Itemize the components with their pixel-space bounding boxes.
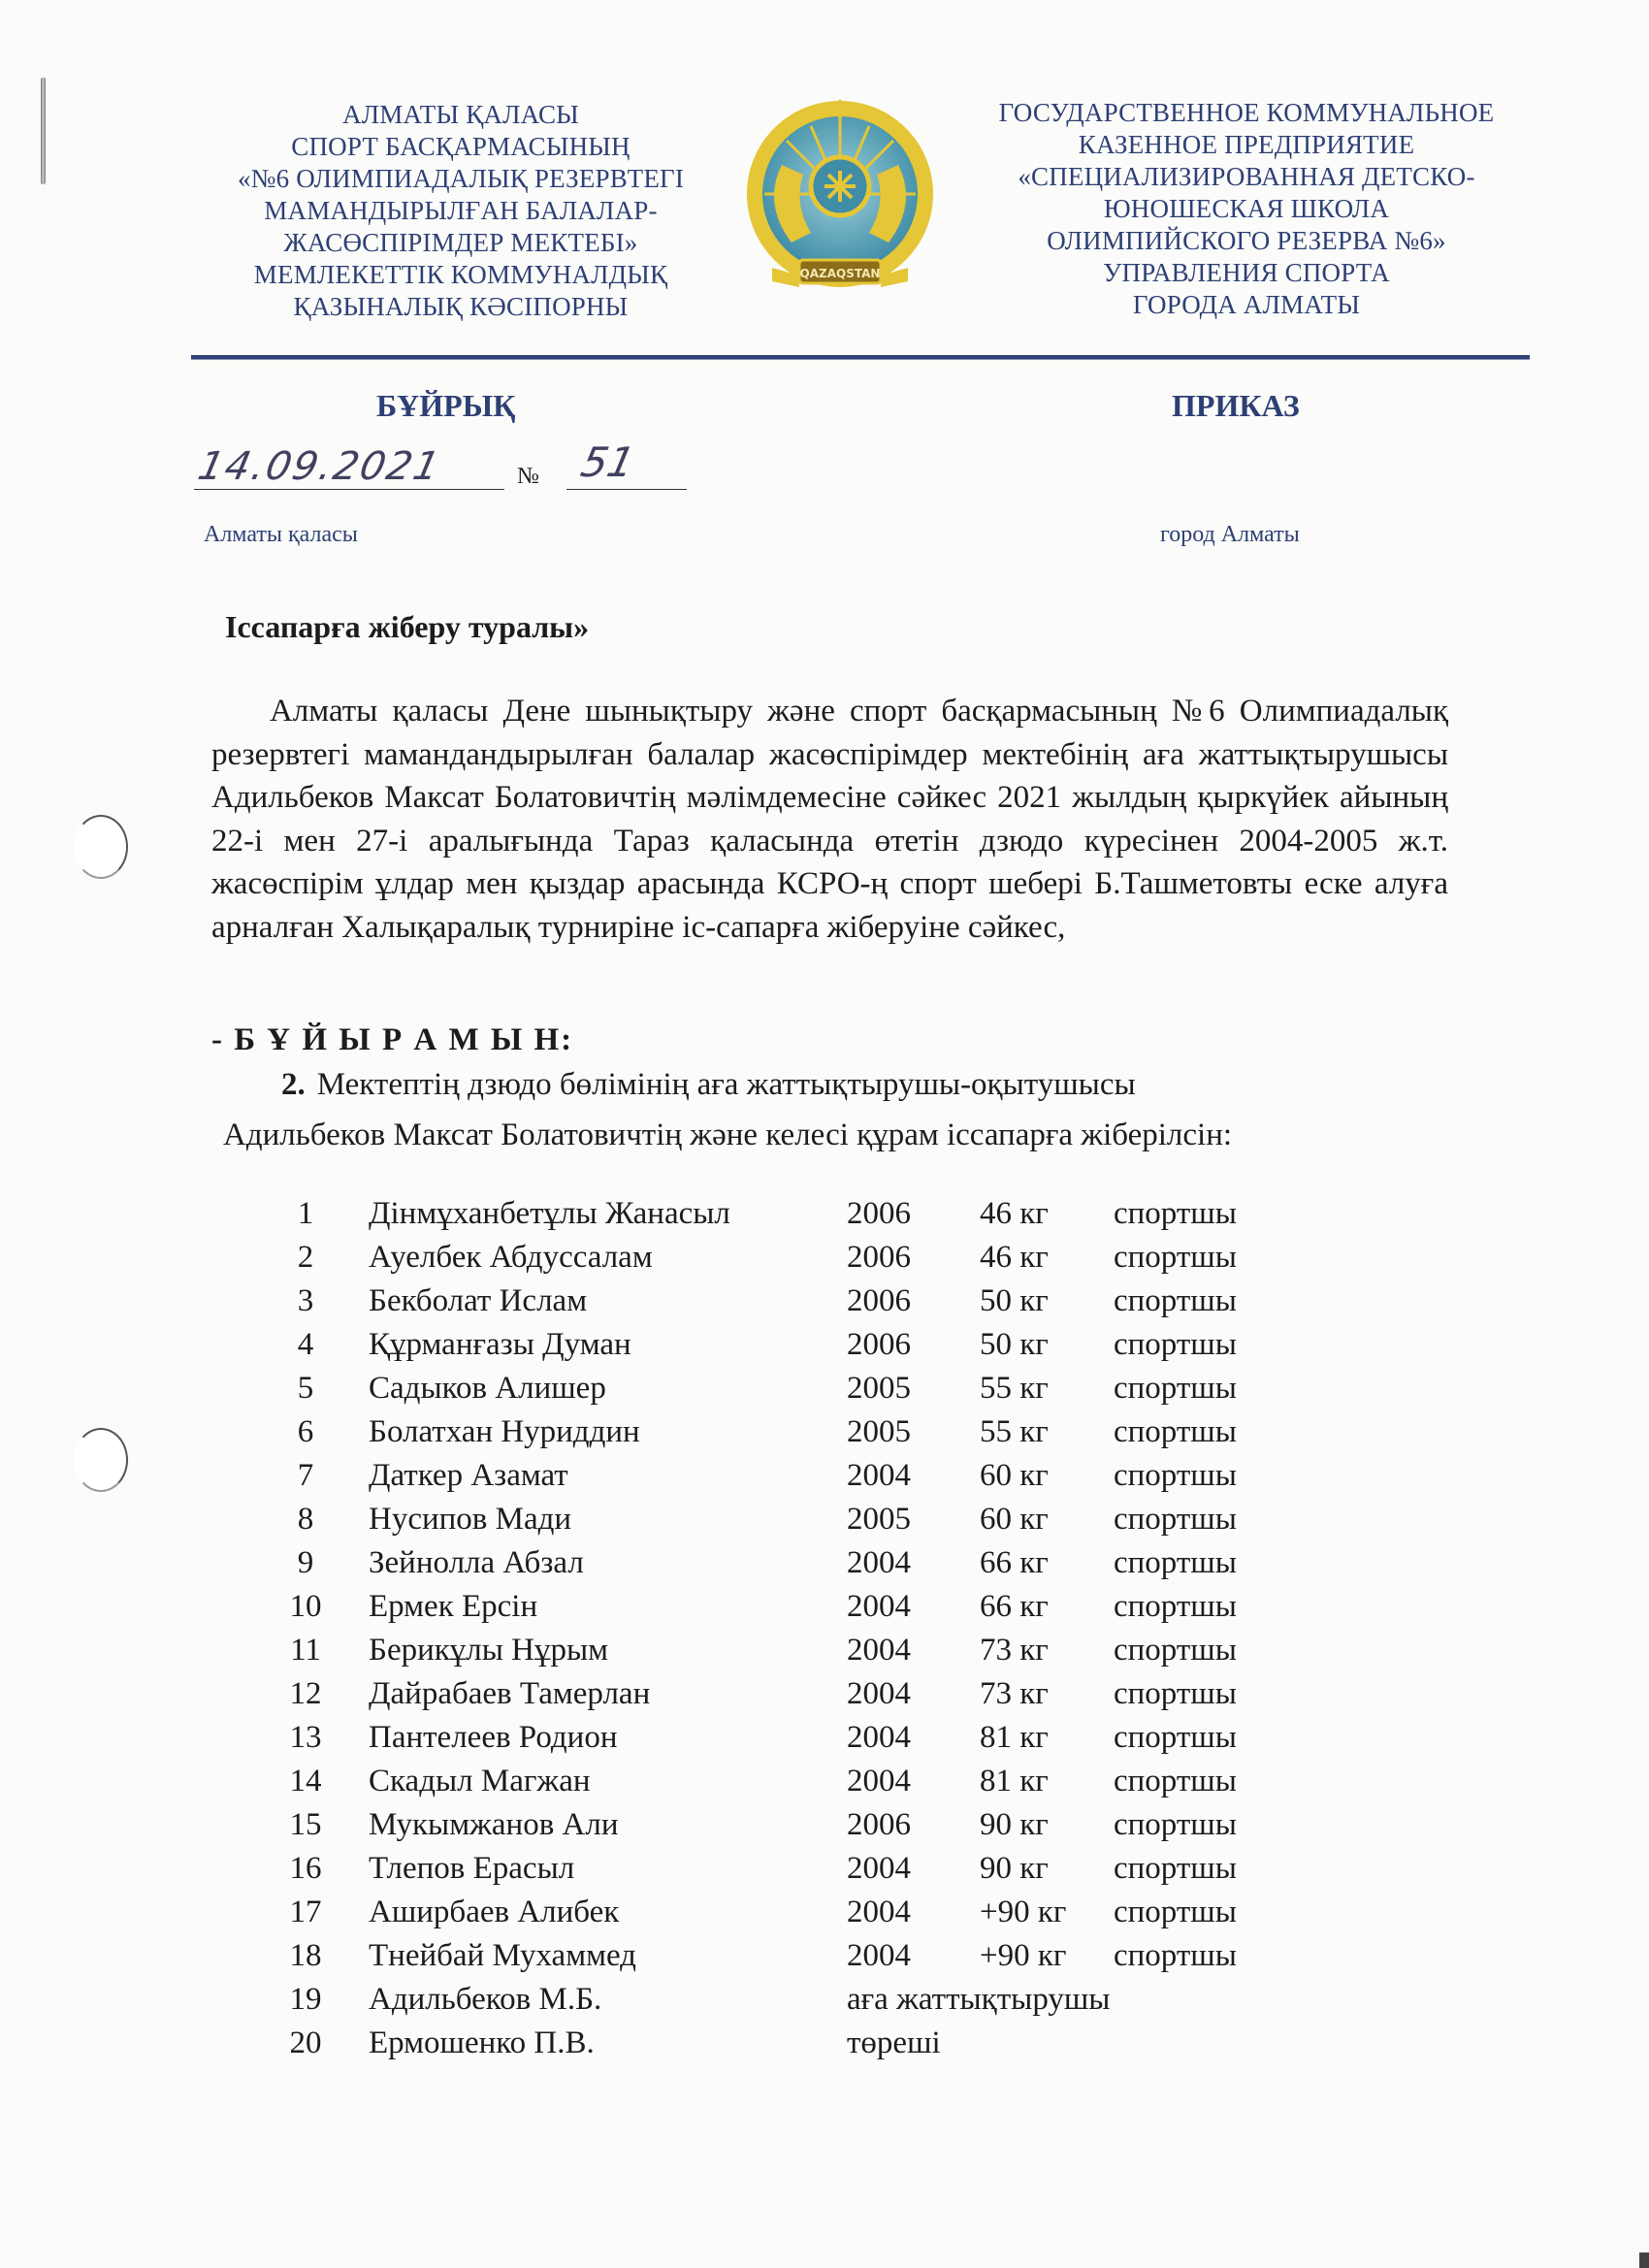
order-number: 51 — [576, 438, 639, 486]
row-number: 13 — [289, 1720, 322, 1755]
item-number: 2. — [281, 1067, 306, 1102]
row-number: 14 — [289, 1764, 322, 1798]
weight-class: 90 кг — [980, 1851, 1049, 1886]
staff-row — [0, 2022, 1649, 2065]
role: спортшы — [1114, 1633, 1237, 1668]
role: спортшы — [1114, 1895, 1237, 1929]
header-line: ҚАЗЫНАЛЫҚ КӘСІПОРНЫ — [293, 292, 629, 321]
role: спортшы — [1114, 1807, 1237, 1842]
role: спортшы — [1114, 1196, 1237, 1231]
header-right-org-ru — [955, 97, 1537, 321]
birth-year: 2004 — [847, 1676, 911, 1711]
weight-class: 66 кг — [980, 1589, 1049, 1624]
order-subject: Іссапарға жіберу туралы» — [225, 609, 590, 644]
birth-year: 2005 — [847, 1414, 911, 1449]
roster-row — [0, 1629, 1649, 1672]
header-line: ЖАСӨСПІРІМДЕР МЕКТЕБІ» — [283, 228, 638, 257]
city-kz: Алматы қаласы — [204, 522, 358, 547]
birth-year: 2006 — [847, 1807, 911, 1842]
row-number: 17 — [289, 1895, 322, 1929]
roster-row — [0, 1803, 1649, 1847]
city-ru: город Алматы — [1160, 522, 1300, 547]
athlete-name: Скадыл Магжан — [369, 1764, 591, 1798]
weight-class: 60 кг — [980, 1458, 1049, 1493]
weight-class: 50 кг — [980, 1327, 1049, 1362]
order-item-2 — [281, 1067, 1136, 1103]
birth-year: 2006 — [847, 1240, 911, 1275]
row-number: 4 — [297, 1327, 314, 1362]
athlete-name: Бекболат Ислам — [369, 1283, 588, 1318]
birth-year: 2004 — [847, 1545, 911, 1580]
birth-year: 2004 — [847, 1895, 911, 1929]
header-divider — [191, 355, 1530, 360]
weight-class: 90 кг — [980, 1807, 1049, 1842]
roster-row — [0, 1323, 1649, 1367]
staff-status: аға жаттықтырушы — [847, 1982, 1111, 2017]
role: спортшы — [1114, 1327, 1237, 1362]
athlete-name: Садыков Алишер — [369, 1371, 606, 1406]
row-number: 19 — [289, 1982, 322, 2017]
weight-class: 55 кг — [980, 1371, 1049, 1406]
weight-class: +90 кг — [980, 1895, 1067, 1929]
role: спортшы — [1114, 1414, 1237, 1449]
athlete-name: Құрманғазы Думан — [369, 1327, 631, 1362]
birth-year: 2006 — [847, 1327, 911, 1362]
birth-year: 2005 — [847, 1502, 911, 1537]
row-number: 18 — [289, 1938, 322, 1973]
roster-row — [0, 1585, 1649, 1629]
row-number: 9 — [297, 1545, 314, 1580]
row-number: 20 — [289, 2025, 322, 2060]
row-number: 8 — [297, 1502, 314, 1537]
row-number: 2 — [297, 1240, 314, 1275]
roster-row — [0, 1367, 1649, 1410]
header-left-org-kz — [189, 99, 732, 323]
header-line: «СПЕЦИАЛИЗИРОВАННАЯ ДЕТСКО- — [1018, 162, 1475, 191]
header-line: «№6 ОЛИМПИАДАЛЫҚ РЕЗЕРВТЕГІ — [237, 164, 685, 193]
roster-row — [0, 1541, 1649, 1585]
row-number: 15 — [289, 1807, 322, 1842]
role: спортшы — [1114, 1676, 1237, 1711]
header-line: КАЗЕННОЕ ПРЕДПРИЯТИЕ — [1078, 130, 1415, 159]
weight-class: 73 кг — [980, 1676, 1049, 1711]
row-number: 11 — [290, 1633, 321, 1668]
athlete-name: Ермек Ерсін — [369, 1589, 538, 1624]
number-sign: № — [517, 464, 539, 489]
weight-class: 81 кг — [980, 1764, 1049, 1798]
athlete-name: Дайрабаев Тамерлан — [369, 1676, 651, 1711]
role: спортшы — [1114, 1589, 1237, 1624]
roster-row — [0, 1192, 1649, 1236]
role: спортшы — [1114, 1764, 1237, 1798]
row-number: 3 — [297, 1283, 314, 1318]
weight-class: 73 кг — [980, 1633, 1049, 1668]
roster-row — [0, 1672, 1649, 1716]
order-title-kz: БҰЙРЫҚ — [376, 388, 516, 423]
header-line: МЕМЛЕКЕТТІК КОММУНАЛДЫҚ — [253, 260, 668, 289]
decree-heading: - Б Ұ Й Ы Р А М Ы Н: — [211, 1022, 574, 1057]
athlete-name: Пантелеев Родион — [369, 1720, 618, 1755]
athlete-name: Нусипов Мади — [369, 1502, 572, 1537]
row-number: 6 — [297, 1414, 314, 1449]
athlete-name: Даткер Азамат — [369, 1458, 568, 1493]
athlete-name: Тнейбай Мухаммед — [369, 1938, 636, 1973]
weight-class: 81 кг — [980, 1720, 1049, 1755]
weight-class: 60 кг — [980, 1502, 1049, 1537]
role: спортшы — [1114, 1851, 1237, 1886]
roster-row — [0, 1847, 1649, 1891]
role: спортшы — [1114, 1545, 1237, 1580]
roster-row — [0, 1410, 1649, 1454]
weight-class: 66 кг — [980, 1545, 1049, 1580]
weight-class: 55 кг — [980, 1414, 1049, 1449]
roster-row — [0, 1454, 1649, 1498]
birth-year: 2004 — [847, 1851, 911, 1886]
row-number: 10 — [289, 1589, 322, 1624]
birth-year: 2004 — [847, 1720, 911, 1755]
header-line: УПРАВЛЕНИЯ СПОРТА — [1103, 258, 1390, 287]
birth-year: 2004 — [847, 1938, 911, 1973]
athlete-name: Ауелбек Абдуссалам — [369, 1240, 653, 1275]
athlete-name: Тлепов Ерасыл — [369, 1851, 575, 1886]
staple-mark — [41, 78, 46, 184]
birth-year: 2006 — [847, 1196, 911, 1231]
staff-name: Ермошенко П.В. — [369, 2025, 595, 2060]
emblem-label: QAZAQSTAN — [799, 267, 881, 280]
role: спортшы — [1114, 1938, 1237, 1973]
header-line: ГОСУДАРСТВЕННОЕ КОММУНАЛЬНОЕ — [998, 98, 1495, 127]
header-line: ЮНОШЕСКАЯ ШКОЛА — [1103, 194, 1390, 223]
roster-list — [0, 1192, 1649, 2065]
staff-name: Адильбеков М.Б. — [369, 1982, 602, 2017]
birth-year: 2006 — [847, 1283, 911, 1318]
athlete-name: Болатхан Нуриддин — [369, 1414, 640, 1449]
item-text: Мектептің дзюдо бөлімінің аға жаттықтырушы-оқытушысы — [316, 1067, 1136, 1102]
weight-class: 50 кг — [980, 1283, 1049, 1318]
weight-class: +90 кг — [980, 1938, 1067, 1973]
staff-row — [0, 1978, 1649, 2022]
role: спортшы — [1114, 1283, 1237, 1318]
order-date: 14.09.2021 — [194, 444, 445, 489]
roster-row — [0, 1236, 1649, 1280]
role: спортшы — [1114, 1502, 1237, 1537]
birth-year: 2004 — [847, 1764, 911, 1798]
header-line: АЛМАТЫ ҚАЛАСЫ — [342, 100, 579, 129]
athlete-name: Дінмұханбетұлы Жанасыл — [369, 1196, 730, 1231]
role: спортшы — [1114, 1458, 1237, 1493]
punch-hole — [74, 815, 128, 879]
state-emblem-icon — [743, 97, 937, 308]
row-number: 5 — [297, 1371, 314, 1406]
header-line: ОЛИМПИЙСКОГО РЕЗЕРВА №6» — [1047, 226, 1446, 255]
birth-year: 2004 — [847, 1458, 911, 1493]
roster-row — [0, 1760, 1649, 1803]
role: спортшы — [1114, 1371, 1237, 1406]
birth-year: 2004 — [847, 1633, 911, 1668]
row-number: 7 — [297, 1458, 314, 1493]
weight-class: 46 кг — [980, 1196, 1049, 1231]
birth-year: 2004 — [847, 1589, 911, 1624]
roster-row — [0, 1498, 1649, 1541]
role: спортшы — [1114, 1240, 1237, 1275]
order-title-ru: ПРИКАЗ — [1172, 388, 1300, 423]
role: спортшы — [1114, 1720, 1237, 1755]
row-number: 16 — [289, 1851, 322, 1886]
athlete-name: Берикұлы Нұрым — [369, 1633, 609, 1668]
weight-class: 46 кг — [980, 1240, 1049, 1275]
row-number: 12 — [289, 1676, 322, 1711]
row-number: 1 — [297, 1196, 314, 1231]
roster-row — [0, 1891, 1649, 1934]
athlete-name: Аширбаев Алибек — [369, 1895, 620, 1929]
order-item-2-continuation: Адильбеков Максат Болатовичтің және келесі құрам іссапарға жіберілсін: — [223, 1118, 1233, 1152]
roster-row — [0, 1280, 1649, 1323]
header-line: МАМАНДЫРЫЛҒАН БАЛАЛАР- — [264, 196, 658, 225]
scan-edge-mark — [1639, 2252, 1649, 2268]
order-body-paragraph: Алматы қаласы Дене шынықтыру және спорт басқармасының №6 Олимпиадалық резервтегі мамандандырылған балалар жасөспірімдер мектебінің аға жаттықтырушысы Адильбеков Максат Болатовичтің мәлімдемесіне сәйкес 2021 жылдың қыркүйек айының 22-і мен 27-і аралығында Тараз қаласында өтетін дзюдо күресінен 2004-2005 ж.т. жасөспірім ұлдар мен қыздар арасында КСРО-ң спорт шебері Б.Ташметовты еске алуға арналған Халықаралық турниріне іс-сапарға жіберуіне сәйкес, — [211, 694, 1448, 945]
staff-status: төреші — [847, 2025, 941, 2060]
athlete-name: Мукымжанов Али — [369, 1807, 619, 1842]
header-line: ГОРОДА АЛМАТЫ — [1132, 290, 1361, 319]
birth-year: 2005 — [847, 1371, 911, 1406]
athlete-name: Зейнолла Абзал — [369, 1545, 584, 1580]
roster-row — [0, 1934, 1649, 1978]
header-line: СПОРТ БАСҚАРМАСЫНЫҢ — [291, 132, 630, 161]
roster-row — [0, 1716, 1649, 1760]
